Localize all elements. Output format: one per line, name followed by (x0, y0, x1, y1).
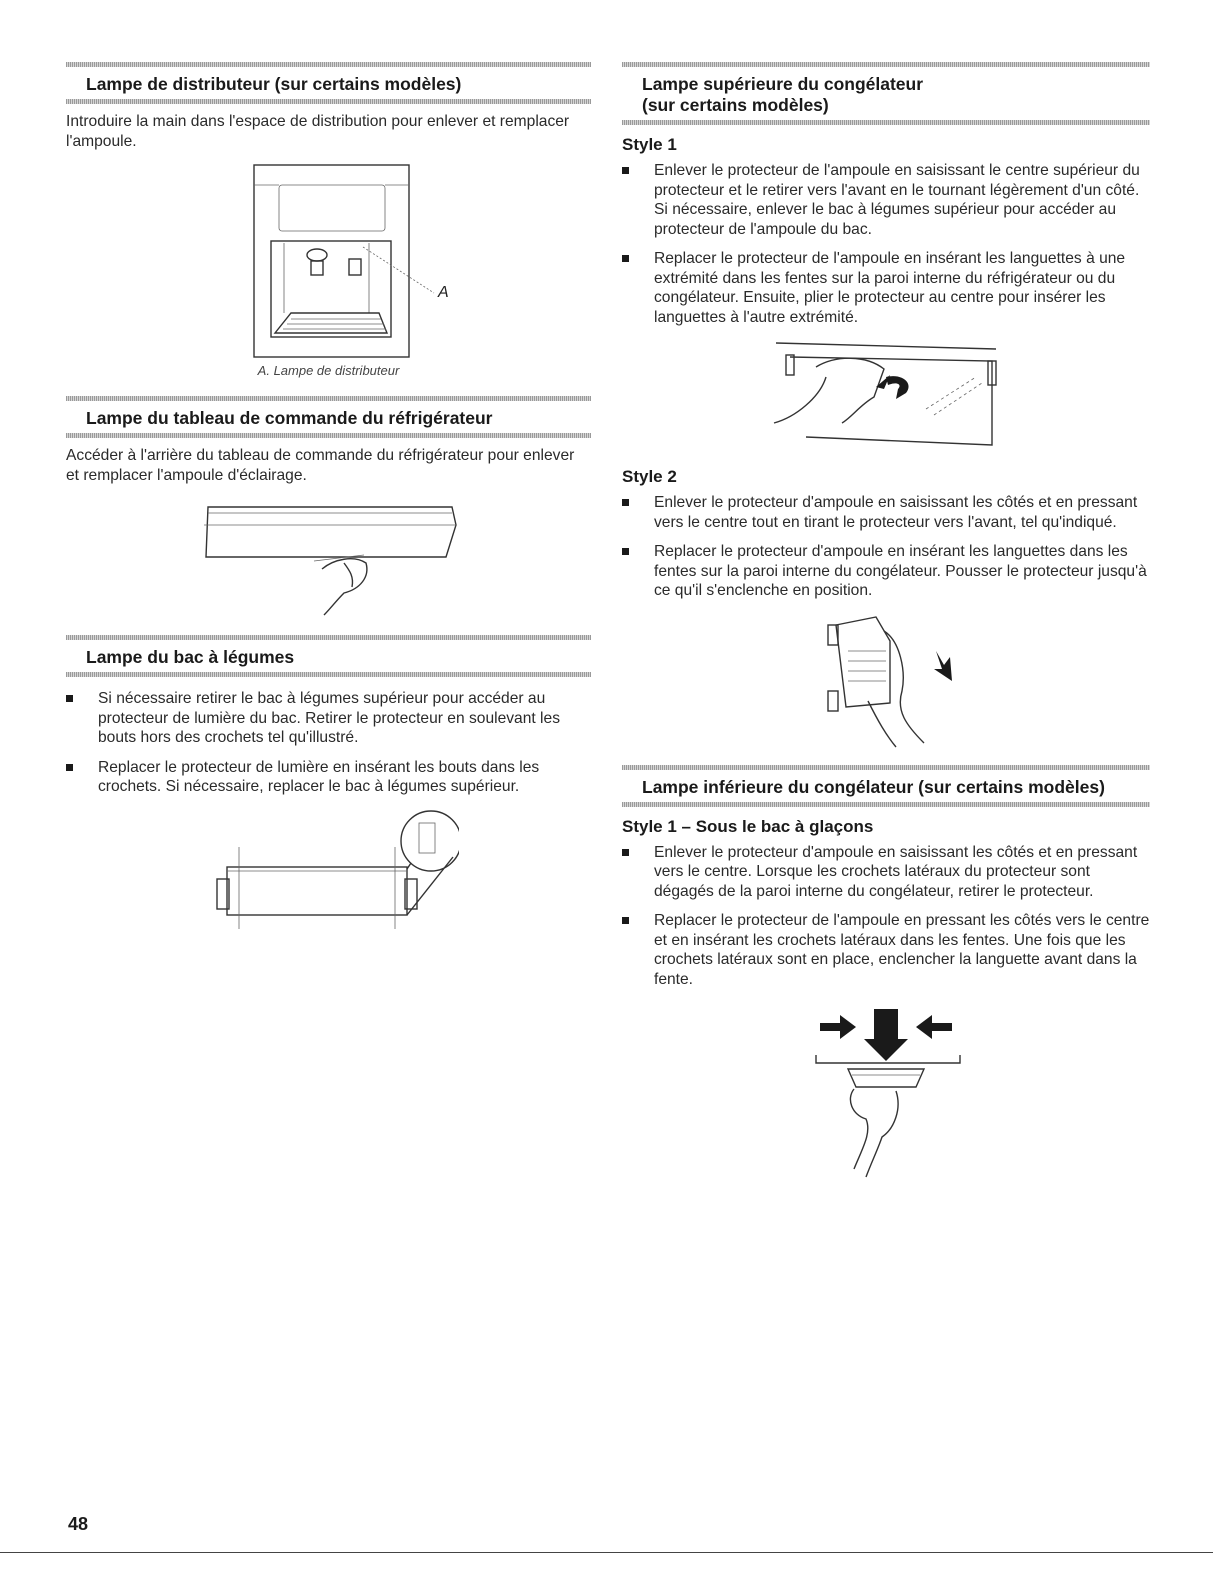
list-item-text: Replacer le protecteur de l'ampoule en pressant les côtés vers le centre et en insérant les crochets latéraux dans les fentes. Une fois que les crochets latéraux sont en place, enclencher la languette avant dans la fente. (654, 912, 1150, 988)
upper-lamp-style1-illustration (756, 337, 1016, 455)
footer-rule (0, 1552, 1213, 1553)
bullet-marker (622, 849, 629, 856)
dispenser-illustration (209, 163, 449, 359)
lower-style-1-heading: Style 1 – Sous le bac à glaçons (622, 816, 874, 836)
section-rule (66, 433, 591, 438)
control-panel-illustration (194, 497, 464, 619)
section-rule (622, 120, 1150, 125)
list-item-text: Replacer le protecteur de l'ampoule en insérant les languettes à une extrémité dans les fentes sur la paroi interne du réfrigérateur ou du congélateur. Ensuite, plier le protecteur au centre pour insérer les languettes à l'autre extrémité. (654, 250, 1126, 326)
bullet-list (622, 843, 1150, 990)
style-1-heading: Style 1 (622, 135, 677, 154)
section-rule (66, 672, 591, 677)
figure-caption: A. Lampe de distributeur (257, 363, 400, 378)
right-column (622, 62, 1150, 1193)
list-item (66, 689, 591, 748)
section-rule (66, 99, 591, 104)
list-item (622, 249, 1150, 327)
section-title: Lampe inférieure du congélateur (sur certains modèles) (642, 776, 1105, 797)
list-item (622, 161, 1150, 239)
bullet-marker (66, 695, 73, 702)
crisper-cover-illustration (199, 807, 459, 935)
section-lower-freezer-lamp (622, 765, 1150, 1180)
list-item-text: Enlever le protecteur d'ampoule en saisissant les côtés et en pressant vers le centre tout en tirant le protecteur vers l'avant, tel qu'indiqué. (654, 494, 1138, 531)
bullet-marker (622, 255, 629, 262)
list-item (622, 843, 1150, 902)
section-title (622, 67, 1150, 120)
list-item (66, 758, 591, 797)
section-control-panel-lamp (66, 396, 591, 619)
section-title: Lampe du bac à légumes (86, 647, 295, 667)
bullet-marker (622, 917, 629, 924)
list-item (622, 911, 1150, 989)
section-title: Lampe du tableau de commande du réfrigérateur (86, 408, 493, 428)
bullet-marker (622, 167, 629, 174)
bullet-list (622, 493, 1150, 601)
callout-a: A (437, 284, 449, 301)
title-line-2: (sur certains modèles) (642, 95, 829, 115)
section-rule (622, 802, 1150, 807)
bullet-marker (66, 764, 73, 771)
title-line-1: Lampe supérieure du congélateur (642, 74, 924, 94)
section-text: Accéder à l'arrière du tableau de commande du réfrigérateur pour enlever et remplacer l'ampoule d'éclairage. (66, 447, 575, 484)
bullet-marker (622, 499, 629, 506)
section-dispenser-lamp (66, 62, 591, 378)
page-number: 48 (68, 1514, 89, 1534)
bullet-marker (622, 548, 629, 555)
list-item-text: Replacer le protecteur d'ampoule en insérant les languettes dans les fentes sur la paroi interne du congélateur. Pousser le protecteur jusqu'à ce qu'il s'enclenche en position. (654, 543, 1147, 599)
style-2-heading: Style 2 (622, 467, 677, 486)
list-item-text: Enlever le protecteur de l'ampoule en saisissant le centre supérieur du protecteur et le retirer vers l'avant en le tournant légèrement d'un côté. Si nécessaire, enlever le bac à légumes supérieur pour accéder au protecteur de l'ampoule du bac. (654, 162, 1140, 238)
list-item (622, 493, 1150, 532)
section-title: Lampe de distributeur (sur certains modèles) (86, 74, 462, 94)
section-text: Introduire la main dans l'espace de distribution pour enlever et remplacer l'ampoule. (66, 113, 570, 150)
left-column (66, 62, 591, 949)
list-item (622, 542, 1150, 601)
lower-lamp-illustration (786, 999, 986, 1179)
bullet-list (622, 161, 1150, 327)
section-crisper-lamp (66, 635, 591, 935)
upper-lamp-style2-illustration (786, 611, 986, 751)
section-upper-freezer-lamp (622, 62, 1150, 751)
list-item-text: Si nécessaire retirer le bac à légumes supérieur pour accéder au protecteur de lumière du bac. Retirer le protecteur en soulevant les bouts hors des crochets tel qu'illustré. (98, 690, 560, 746)
list-item-text: Enlever le protecteur d'ampoule en saisissant les côtés et en pressant vers le centre. Lorsque les crochets latéraux du protecteur sont dégagés de la paroi interne du congélateur, retirer le protecteur. (654, 843, 1138, 900)
bullet-list (66, 689, 591, 797)
list-item-text: Replacer le protecteur de lumière en insérant les bouts dans les crochets. Si nécessaire, replacer le bac à légumes supérieur. (98, 758, 540, 795)
